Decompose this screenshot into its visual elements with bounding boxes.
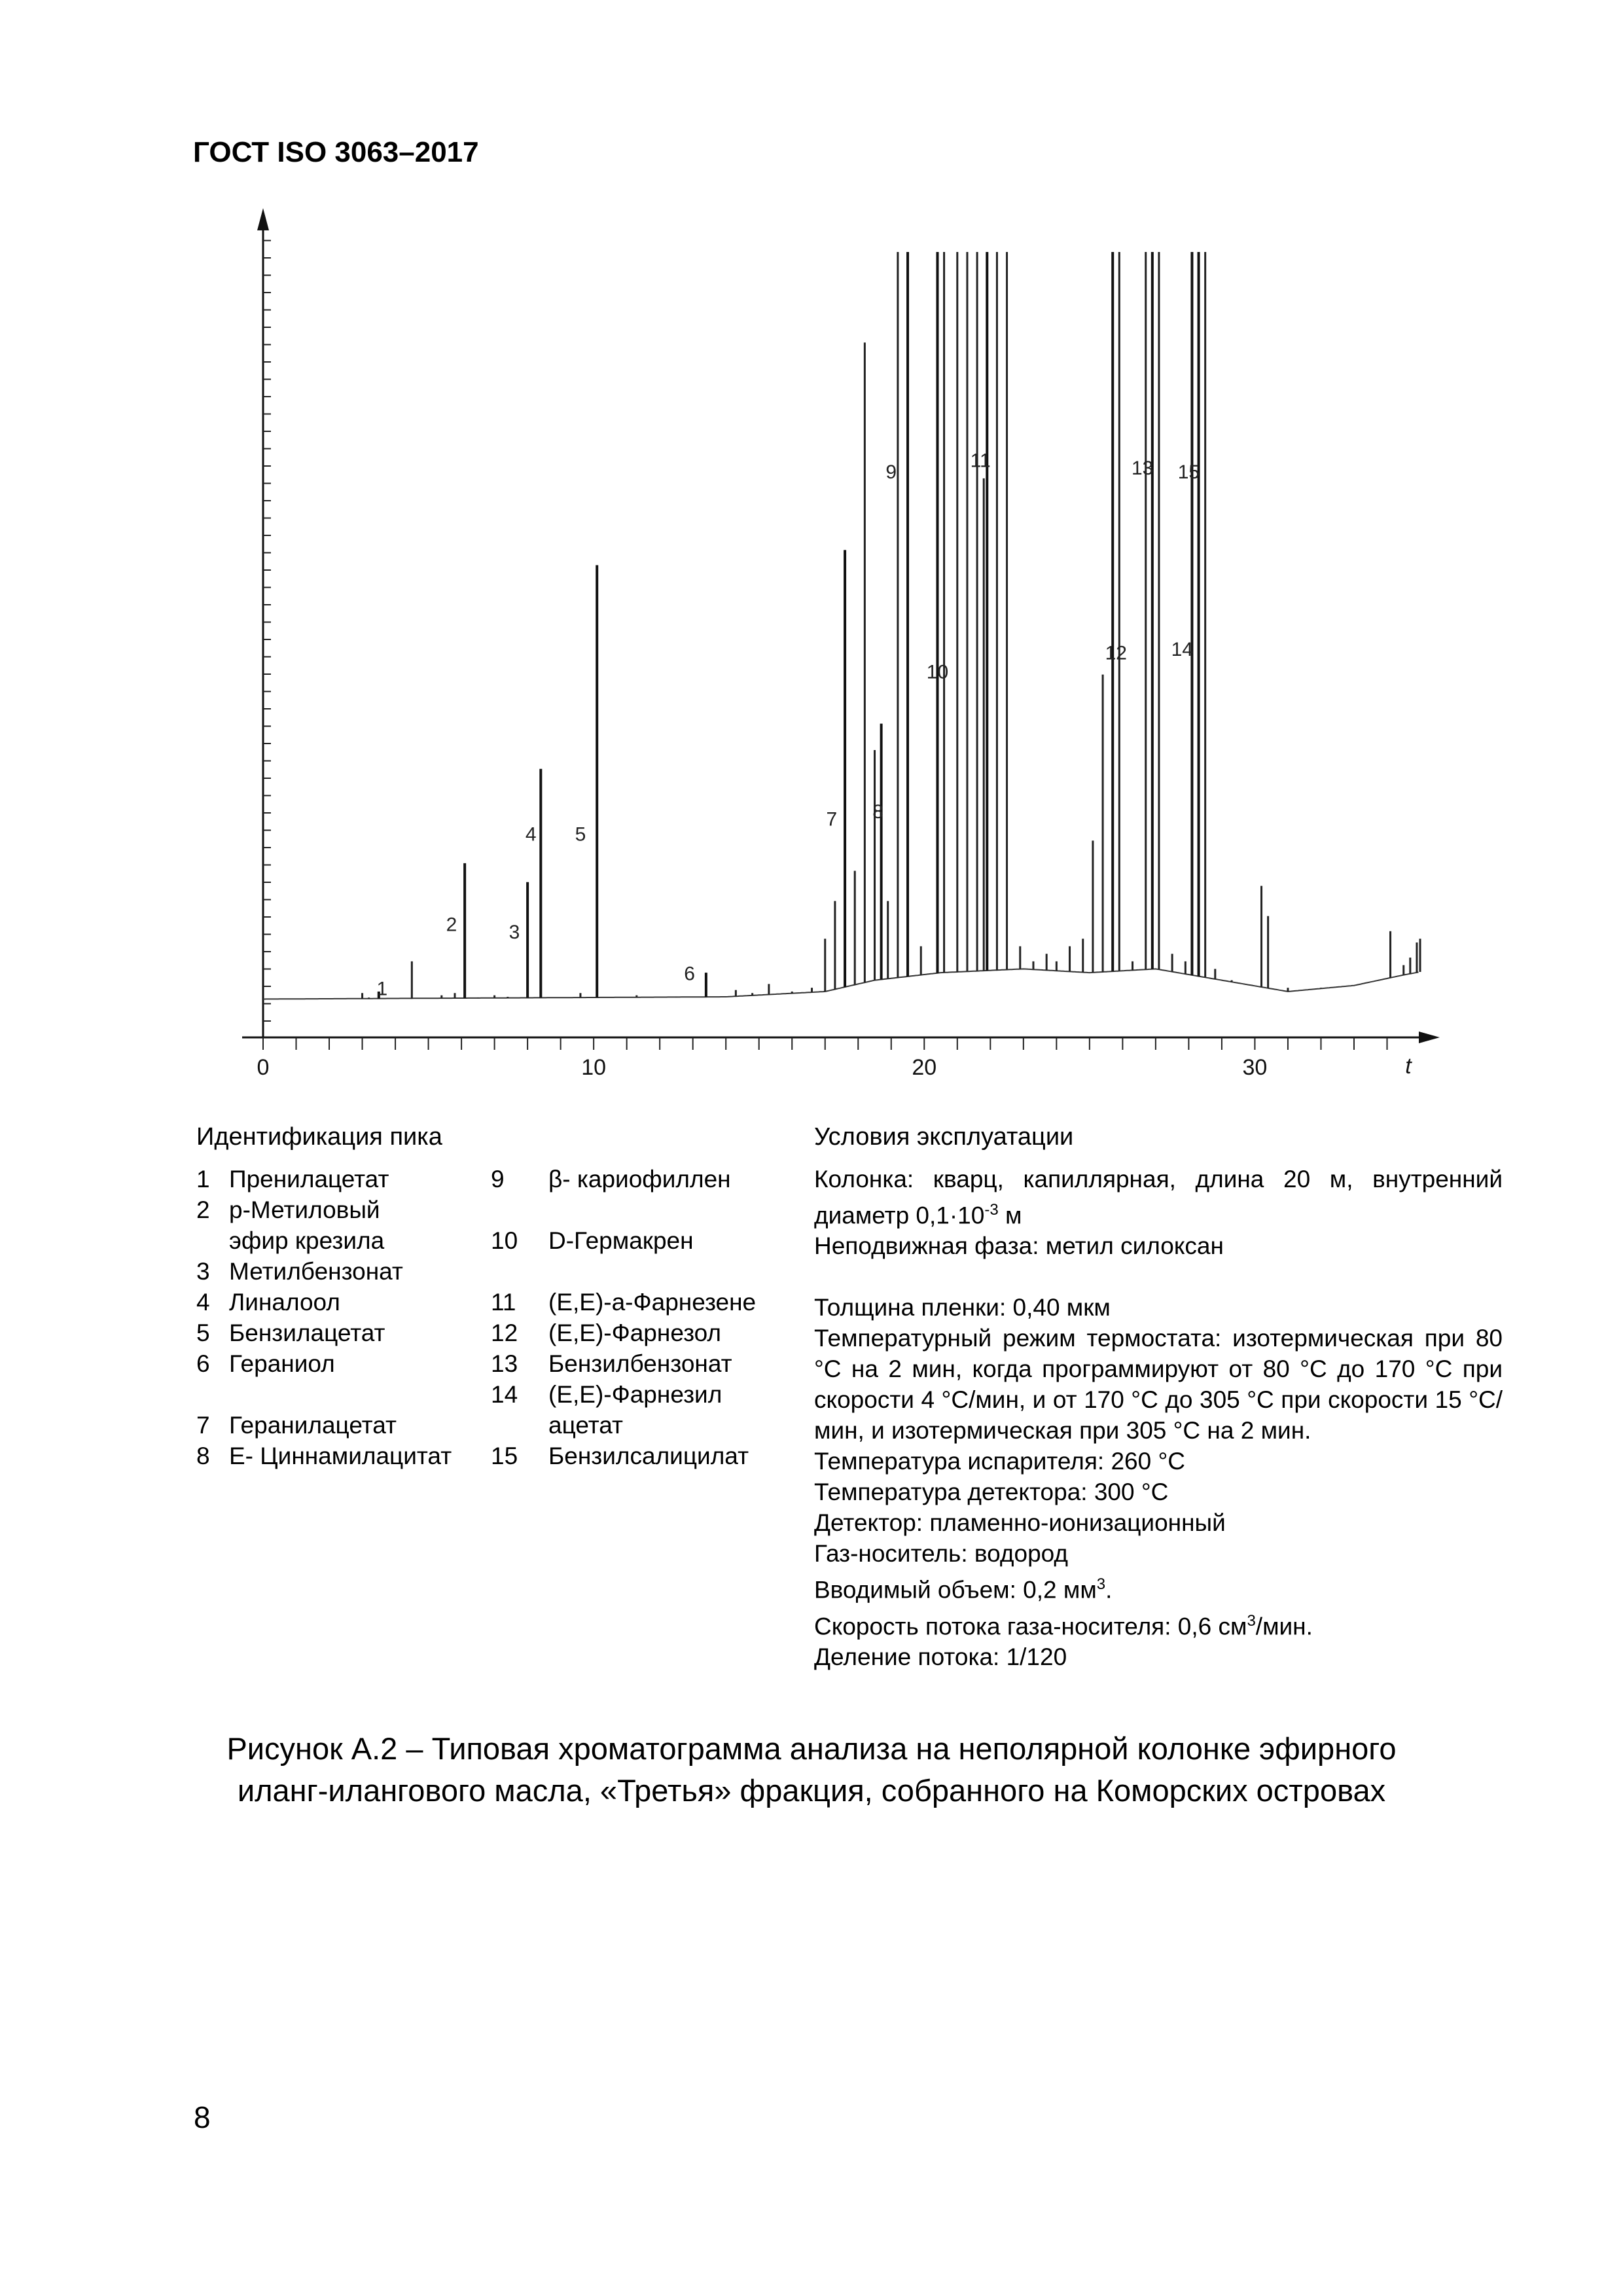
- chart-trace: [263, 252, 1420, 999]
- peak-label-7: 7: [826, 808, 838, 831]
- peak-item: [196, 1256, 471, 1287]
- peak-number: 2: [196, 1196, 210, 1223]
- peak-number: 10: [491, 1227, 518, 1254]
- peak-name: Метилбензонат: [229, 1258, 403, 1285]
- peak-name: Бензилацетат: [229, 1319, 385, 1346]
- carrier-gas: Газ-носитель: водород: [814, 1540, 1068, 1568]
- peak-item: [196, 1441, 471, 1471]
- peak-label-2: 2: [446, 914, 457, 936]
- peak-name: (Е,Е)-а-Фарнезене: [548, 1289, 757, 1316]
- carrier-flow-end: /мин.: [1255, 1612, 1313, 1640]
- peak-label-15: 15: [1177, 461, 1200, 483]
- peak-number: 12: [491, 1319, 518, 1346]
- chromatogram-baseline: [263, 969, 1419, 999]
- peak-item: [491, 1441, 798, 1471]
- x-axis-label: t: [1405, 1054, 1412, 1079]
- page-number: 8: [194, 2100, 211, 2134]
- chromatogram-chart: [0, 0, 1623, 1113]
- film-thickness: Толщина пленки: 0,40 мкм: [814, 1294, 1111, 1321]
- peak-number: 15: [491, 1443, 518, 1469]
- carrier-flow-text: Скорость потока газа-носителя: 0,6 см: [814, 1612, 1247, 1640]
- peak-name: Е- Циннамилацитат: [229, 1443, 452, 1469]
- peak-number: 3: [196, 1258, 210, 1285]
- peak-label-11: 11: [970, 450, 991, 472]
- peak-item: [491, 1379, 798, 1441]
- peak-label-3: 3: [508, 922, 520, 944]
- peak-number: 11: [491, 1289, 516, 1316]
- stationary-phase: Неподвижная фаза: метил силоксан: [814, 1232, 1224, 1260]
- peak-name: Гераниол: [229, 1350, 335, 1377]
- detector-type: Детектор: пламенно-ионизационный: [814, 1509, 1226, 1537]
- injector-temperature: Температура испарителя: 260 °С: [814, 1448, 1185, 1475]
- x-tick-label: 20: [912, 1055, 937, 1080]
- operating-conditions-heading: Условия эксплуатации: [814, 1123, 1074, 1151]
- x-axis-arrow: [1419, 1031, 1440, 1043]
- peak-item: [196, 1410, 471, 1441]
- x-tick-label: 30: [1242, 1055, 1268, 1080]
- peak-list-left: [196, 1164, 471, 1471]
- peak-label-10: 10: [926, 661, 949, 683]
- peak-identification-heading: Идентификация пика: [196, 1123, 442, 1151]
- peak-labels: [377, 450, 1200, 1000]
- injection-volume-text: Вводимый объем: 0,2 мм: [814, 1576, 1097, 1604]
- peak-number: 7: [196, 1412, 210, 1439]
- peak-label-5: 5: [575, 823, 586, 846]
- peak-item: [491, 1164, 798, 1194]
- peak-name: Пренилацетат: [229, 1166, 389, 1193]
- peak-number: 8: [196, 1443, 210, 1469]
- peak-item: [196, 1318, 471, 1348]
- peak-label-4: 4: [525, 823, 537, 846]
- peak-name: р-Метиловый эфир крезила: [229, 1196, 385, 1254]
- x-tick-label: 0: [257, 1055, 270, 1080]
- peak-number: 6: [196, 1350, 210, 1377]
- document-header-title: ГОСТ ISO 3063–2017: [193, 136, 479, 168]
- peak-name: D-Гермакрен: [548, 1227, 694, 1254]
- figure-caption: [131, 1728, 1492, 1812]
- peak-label-14: 14: [1171, 638, 1193, 660]
- injection-volume: [814, 1569, 1503, 1605]
- injection-volume-end: .: [1105, 1576, 1113, 1604]
- peak-label-13: 13: [1131, 457, 1154, 480]
- peak-item: [491, 1287, 798, 1318]
- peak-item: [196, 1164, 471, 1194]
- x-tick-label: 10: [581, 1055, 607, 1080]
- peak-name: Бензилбензонат: [548, 1350, 732, 1377]
- peak-name: Геранилацетат: [229, 1412, 397, 1439]
- peak-item: [491, 1348, 798, 1379]
- peak-label-1: 1: [376, 978, 388, 1000]
- injection-volume-exponent: 3: [1096, 1575, 1106, 1594]
- peak-list-right: [491, 1164, 798, 1471]
- peak-name: (Е,Е)-Фарнезол: [548, 1319, 721, 1346]
- peak-label-12: 12: [1105, 642, 1127, 664]
- detector-temperature: Температура детектора: 300 °С: [814, 1479, 1169, 1506]
- caption-line-1: Рисунок А.2 – Типовая хроматограмма анализа на неполярной колонке эфирного: [226, 1731, 1397, 1766]
- peak-name: Бензилсалицилат: [548, 1443, 749, 1469]
- peak-item: [196, 1194, 471, 1256]
- peak-number: 5: [196, 1319, 210, 1346]
- peak-name: β- кариофиллен: [548, 1166, 731, 1193]
- temperature-program: Температурный режим термостата: изотермическая при 80 °С на 2 мин, когда программируют от 80 °С до 170 °С при скорости 4 °С/мин, и от 170 °С до 305 °С при скорости 15 °С/мин, и изотермическая при 305 °С на 2 мин.: [814, 1325, 1503, 1444]
- split-ratio: Деление потока: 1/120: [814, 1643, 1067, 1670]
- peak-item: [196, 1287, 471, 1318]
- carrier-flow-exponent: 3: [1247, 1611, 1256, 1630]
- column-diameter-exponent: -3: [984, 1201, 999, 1219]
- peak-label-9: 9: [885, 461, 897, 483]
- peak-number: 4: [196, 1289, 210, 1316]
- caption-line-2: иланг-илангового масла, «Третья» фракция, собранного на Коморских островах: [237, 1773, 1386, 1808]
- y-axis-arrow: [257, 208, 269, 230]
- peak-number: 9: [491, 1166, 505, 1193]
- peak-item: [491, 1318, 798, 1348]
- column-diameter-unit: м: [998, 1202, 1022, 1229]
- column-diameter-text: диаметр 0,1·10: [814, 1202, 985, 1229]
- carrier-flow: [814, 1605, 1503, 1641]
- peak-number: 14: [491, 1381, 518, 1408]
- column-line-1: Колонка: кварц, капиллярная, длина 20 м, внутренний: [814, 1166, 1503, 1193]
- peak-item: [196, 1348, 471, 1379]
- peak-number: 13: [491, 1350, 518, 1377]
- peak-label-6: 6: [684, 963, 695, 985]
- column-line-2: [814, 1194, 1503, 1230]
- peak-name: (Е,Е)-Фарнезил ацетат: [548, 1381, 722, 1439]
- chart-axes: [242, 208, 1440, 1080]
- peak-label-8: 8: [872, 800, 883, 823]
- peak-item: [491, 1225, 798, 1256]
- peak-number: 1: [196, 1166, 210, 1193]
- peak-name: Линалоол: [229, 1289, 340, 1316]
- operating-conditions: [814, 1164, 1503, 1672]
